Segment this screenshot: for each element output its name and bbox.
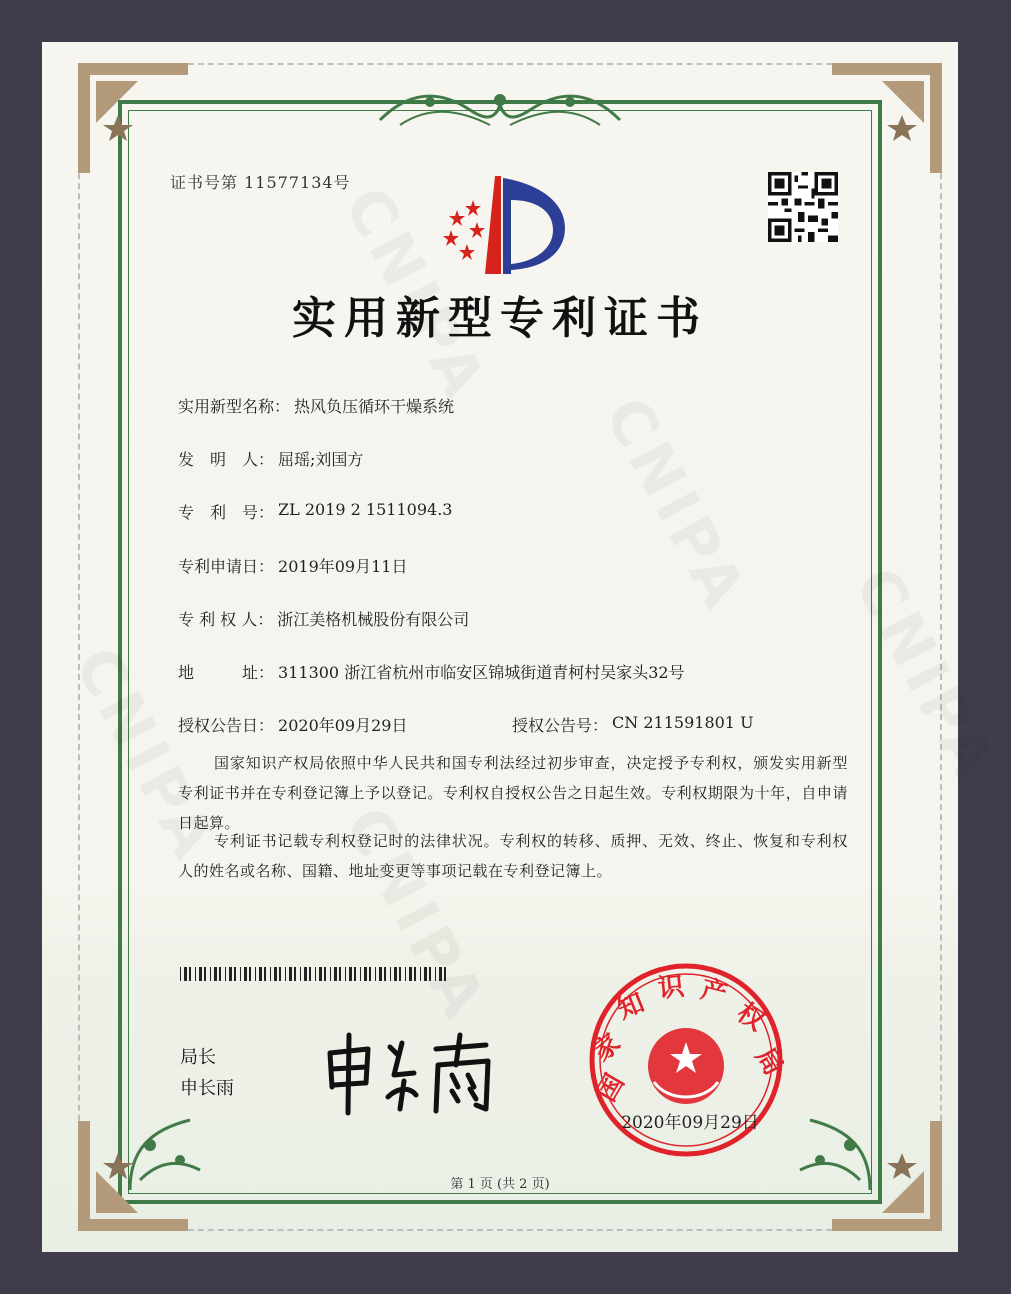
field-value: 热风负压循环干燥系统 bbox=[294, 397, 455, 416]
svg-text:知: 知 bbox=[612, 986, 649, 1025]
field-grant-date: 授权公告日 ： 2020年09月29日 bbox=[178, 713, 407, 736]
top-floral-ornament bbox=[370, 80, 630, 140]
director-name: 申长雨 bbox=[180, 1078, 234, 1099]
svg-text:权: 权 bbox=[731, 996, 771, 1037]
seal-date: 2020年09月29日 bbox=[621, 1113, 759, 1133]
field-grant-publication-number: 授权公告号 ： CN 211591801 U bbox=[512, 713, 754, 735]
field-label: 地 址 bbox=[178, 663, 259, 682]
field-value: 311300 浙江省杭州市临安区锦城街道青柯村吴家头32号 bbox=[278, 663, 685, 682]
barcode bbox=[180, 966, 450, 980]
field-label: 发 明 人 bbox=[178, 450, 259, 469]
field-value: 2020年09月29日 bbox=[278, 716, 408, 735]
field-value: ZL 2019 2 1511094.3 bbox=[278, 500, 453, 519]
corner-ornament-top-right bbox=[822, 63, 942, 183]
director-signature bbox=[318, 1025, 518, 1120]
field-value: CN 211591801 U bbox=[612, 713, 754, 732]
certificate-title: 实用新型专利证书 bbox=[292, 293, 708, 344]
svg-text:识: 识 bbox=[656, 970, 686, 1004]
page-number: 第 1 页 (共 2 页) bbox=[450, 1177, 550, 1192]
field-label: 实用新型名称 bbox=[178, 397, 275, 416]
qr-code bbox=[768, 172, 838, 242]
body-paragraph-2: 专利证书记载专利权登记时的法律状况。专利权的转移、质押、无效、终止、恢复和专利权人的姓名或名称、国籍、地址变更等事项记载在专利登记簿上。 bbox=[178, 832, 848, 880]
field-value: 2019年09月11日 bbox=[278, 557, 408, 576]
field-label: 专 利 权 人 bbox=[178, 610, 258, 629]
corner-ornament-top-left bbox=[78, 63, 198, 183]
director-title: 局长 bbox=[180, 1047, 216, 1068]
svg-text:产: 产 bbox=[697, 973, 731, 1009]
field-label: 专利申请日 bbox=[178, 557, 259, 576]
director-block bbox=[180, 1042, 234, 1104]
field-patent-number: 专 利 号 ： ZL 2019 2 1511094.3 bbox=[178, 500, 453, 522]
field-value: 浙江美格机械股份有限公司 bbox=[277, 610, 470, 629]
field-patentee: 专 利 权 人 ： 浙江美格机械股份有限公司 bbox=[178, 607, 469, 630]
svg-text:国: 国 bbox=[590, 1068, 630, 1107]
field-application-date: 专利申请日 ： 2019年09月11日 bbox=[178, 554, 407, 577]
field-address: 地 址 ： 311300 浙江省杭州市临安区锦城街道青柯村吴家头32号 bbox=[178, 660, 685, 683]
field-utility-model-name: 实用新型名称 ： 热风负压循环干燥系统 bbox=[178, 394, 454, 417]
field-value: 屈瑶;刘国方 bbox=[278, 450, 364, 469]
svg-text:局: 局 bbox=[750, 1042, 790, 1081]
field-label: 专 利 号 bbox=[178, 503, 259, 522]
svg-text:家: 家 bbox=[586, 1027, 626, 1067]
field-label: 授权公告号 bbox=[512, 716, 593, 735]
body-paragraph-1: 国家知识产权局依照中华人民共和国专利法经过初步审查，决定授予专利权，颁发实用新型专利证书并在专利登记簿上予以登记。专利权自授权公告之日起生效。专利权期限为十年，自申请日起算。 bbox=[178, 754, 848, 832]
cnipa-logo bbox=[435, 170, 575, 280]
field-label: 授权公告日 bbox=[178, 716, 259, 735]
field-inventor: 发 明 人 ： 屈瑶;刘国方 bbox=[178, 447, 363, 470]
certificate-number: 证书号第 11577134号 bbox=[170, 173, 351, 192]
